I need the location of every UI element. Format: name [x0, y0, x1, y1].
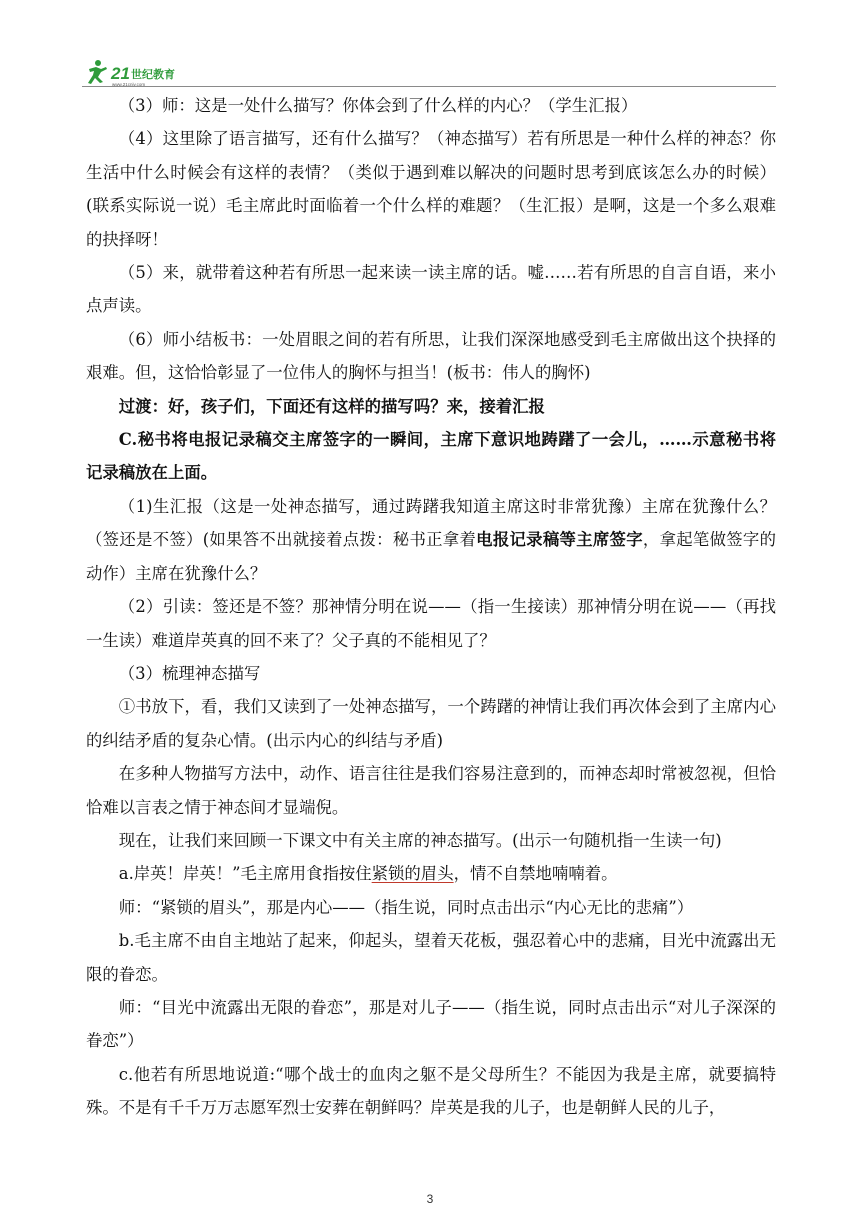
document-body: [86, 89, 776, 1125]
21cnjy-logo: [84, 58, 204, 88]
paragraph: [86, 390, 776, 423]
text-run: 师：“紧锁的眉头”，那是内心——（指生说，同时点击出示“内心无比的悲痛”）: [118, 897, 694, 917]
text-run: 在多种人物描写方法中，动作、语言往往是我们容易注意到的，而神态却时常被忽视，但恰恰难以言表之情于神态间才显端倪。: [86, 764, 776, 817]
paragraph: [86, 323, 776, 390]
svg-text:世纪教育: 世纪教育: [131, 68, 175, 81]
paragraph: [86, 657, 776, 690]
text-run: ①书放下，看，我们又读到了一处神态描写，一个踌躇的神情让我们再次体会到了主席内心的纠结矛盾的复杂心情。(出示内心的纠结与矛盾): [86, 697, 776, 750]
svg-text:www.21cnjy.com: www.21cnjy.com: [112, 82, 146, 87]
paragraph: [86, 590, 776, 657]
text-run: （2）引读：签还是不签？那神情分明在说——（指一生接读）那神情分明在说——（再找一生读）难道岸英真的回不来了？父子真的不能相见了？: [86, 597, 776, 650]
text-run: a.岸英！岸英！”毛主席用食指按住: [118, 864, 372, 884]
paragraph: [86, 256, 776, 323]
text-run: ，情不自禁地喃喃着。: [453, 864, 618, 884]
text-run: 现在，让我们来回顾一下课文中有关主席的神态描写。(出示一句随机指一生读一句): [118, 830, 722, 850]
text-run: （1)生汇报（这是一处神态描写，通过踌躇我知道主席这时非常犹豫）主席在犹豫什么？（签还是不签）(如果答不出就接着点拨：秘书正拿着: [86, 496, 776, 550]
text-run: （5）来，就带着这种若有所思一起来读一读主席的话。嘘……若有所思的自言自语，来小点声读。: [86, 263, 776, 316]
svg-text:21: 21: [111, 64, 130, 83]
bold-text: C.秘书将电报记录稿交主席签字的一瞬间，主席下意识地踌躇了一会儿，……示意秘书将记录稿放在上面。: [86, 430, 776, 483]
paragraph: [86, 891, 776, 924]
paragraph: [86, 857, 776, 890]
text-run: （3）梳理神态描写: [118, 663, 261, 683]
paragraph: [86, 757, 776, 824]
text-run: ，拿起笔做签字的动作）主席在犹豫什么？: [86, 530, 776, 583]
paragraph: [86, 490, 776, 590]
paragraph: [86, 1058, 776, 1125]
paragraph: [86, 824, 776, 857]
text-run: 师：“目光中流露出无限的眷恋”，那是对儿子——（指生说，同时点击出示“对儿子深深的眷恋”）: [86, 997, 776, 1051]
text-run: c.他若有所思地说道:“哪个战士的血肉之躯不是父母所生？不能因为我是主席，就要搞特殊。不是有千千万万志愿军烈士安葬在朝鲜吗？岸英是我的儿子，也是朝鲜人民的儿子，: [86, 1064, 776, 1118]
text-run: （6）师小结板书：一处眉眼之间的若有所思，让我们深深地感受到毛主席做出这个抉择的艰难。但，这恰恰彰显了一位伟人的胸怀与担当！(板书：伟人的胸怀): [86, 329, 776, 383]
paragraph: [86, 991, 776, 1058]
paragraph: [86, 423, 776, 490]
text-run: b.毛主席不由自主地站了起来，仰起头，望着天花板，强忍着心中的悲痛，目光中流露出无限的眷恋。: [86, 931, 776, 984]
page-number: 3: [426, 1192, 434, 1206]
paragraph: [86, 89, 776, 122]
paragraph: [86, 924, 776, 991]
paragraph: [86, 690, 776, 757]
underlined-phrase: 紧锁的眉头: [371, 864, 454, 884]
text-run: （3）师：这是一处什么描写？你体会到了什么样的内心？（学生汇报）: [118, 96, 638, 115]
text-run: （4）这里除了语言描写，还有什么描写？（神态描写）若有所思是一种什么样的神态？你生活中什么时候会有这样的表情？（类似于遇到难以解决的问题时思考到底该怎么办的时候）(联系实际说一说）毛主席此时面临着一个什么样的难题？（生汇报）是啊，这是一个多么艰难的抉择呀！: [86, 129, 776, 249]
header-rule: [82, 86, 776, 87]
bold-text: 电报记录稿等主席签字: [476, 530, 643, 550]
bold-text: 过渡：好，孩子们，下面还有这样的描写吗？来，接着汇报: [118, 396, 545, 416]
paragraph: [86, 122, 776, 256]
